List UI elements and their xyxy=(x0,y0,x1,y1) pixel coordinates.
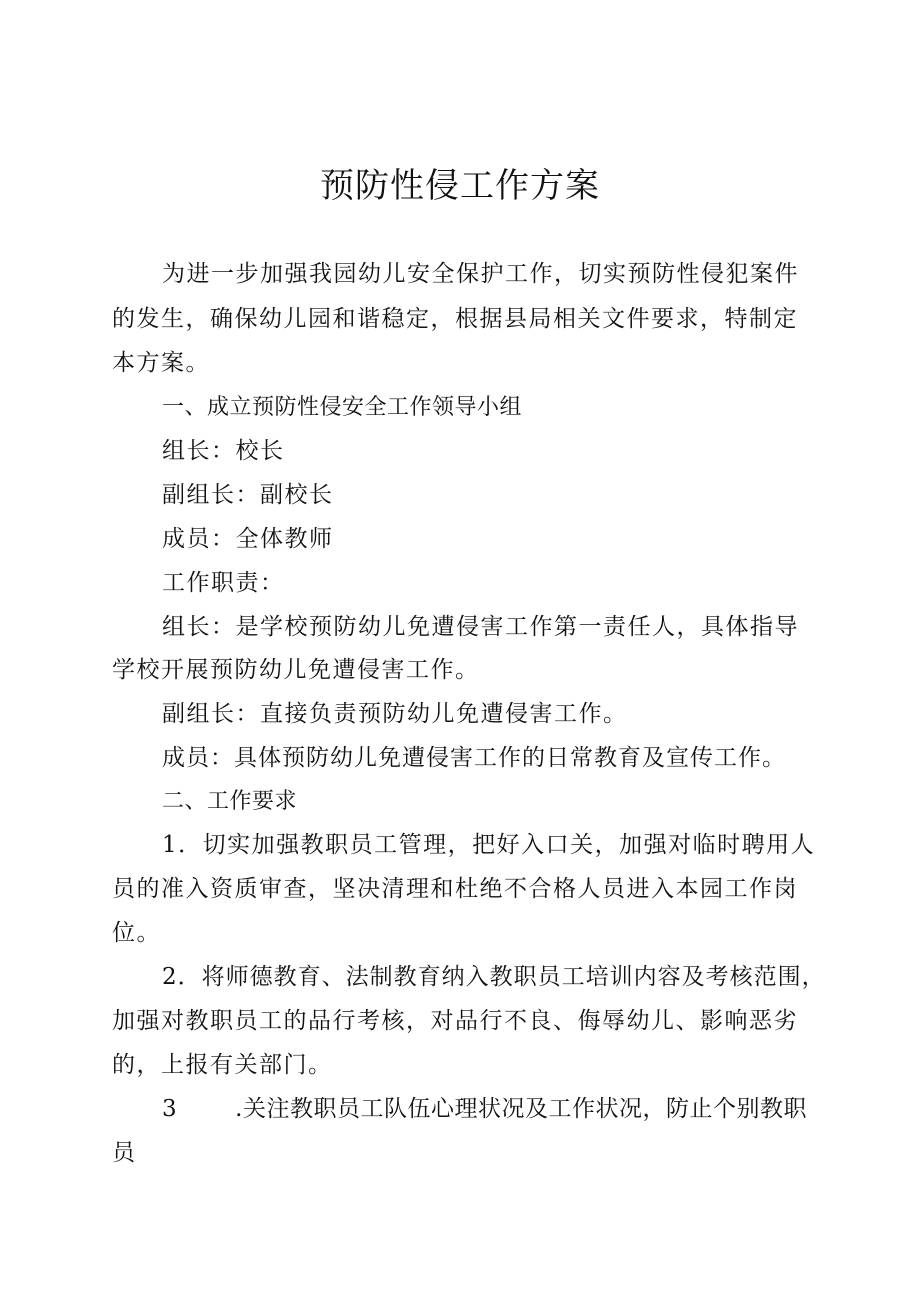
section-1-heading: 一、成立预防性侵安全工作领导小组 xyxy=(162,395,523,420)
section-2-heading: 二、工作要求 xyxy=(162,789,298,814)
members-line: 成员：全体教师 xyxy=(162,526,334,552)
item-2-line-3: 的，上报有关部门。 xyxy=(112,1052,333,1078)
item-1-line-2: 员的准入资质审查，坚决清理和杜绝不合格人员进入本园工作岗 xyxy=(112,876,798,902)
item-3-line-1 xyxy=(162,1093,807,1125)
duties-label: 工作职责： xyxy=(162,570,285,596)
duty-members-line: 成员：具体预防幼儿免遭侵害工作的日常教育及宣传工作。 xyxy=(162,745,786,771)
duty-deputy-line: 副组长：直接负责预防幼儿免遭侵害工作。 xyxy=(162,701,628,727)
document-title: 预防性侵工作方案 xyxy=(320,166,600,206)
item-1-line-3: 位。 xyxy=(112,920,161,946)
duty-leader-line-1: 组长：是学校预防幼儿免遭侵害工作第一责任人，具体指导 xyxy=(162,614,799,640)
intro-line-2: 的发生，确保幼儿园和谐稳定，根据县局相关文件要求，特制定 xyxy=(112,306,798,332)
intro-line-1: 为进一步加强我园幼儿安全保护工作，切实预防性侵犯案件 xyxy=(162,261,799,287)
item-3-text: .关注教职员工队伍心理状况及工作状况，防止个别教职 xyxy=(235,1096,807,1122)
leader-line: 组长：校长 xyxy=(162,438,285,464)
deputy-line: 副组长：副校长 xyxy=(162,482,334,508)
intro-line-3: 本方案。 xyxy=(112,350,210,376)
item-3-number: 3 xyxy=(162,1096,178,1122)
item-2-line-2: 加强对教职员工的品行考核，对品行不良、侮辱幼儿、影响恶劣 xyxy=(112,1008,798,1034)
duty-leader-line-2: 学校开展预防幼儿免遭侵害工作。 xyxy=(112,657,480,683)
item-2-line-1: 2．将师德教育、法制教育纳入教职员工培训内容及考核范围， xyxy=(162,964,826,990)
item-1-line-1: 1．切实加强教职员工管理，把好入口关，加强对临时聘用人 xyxy=(162,832,816,858)
item-3-line-2: 员 xyxy=(112,1140,135,1166)
